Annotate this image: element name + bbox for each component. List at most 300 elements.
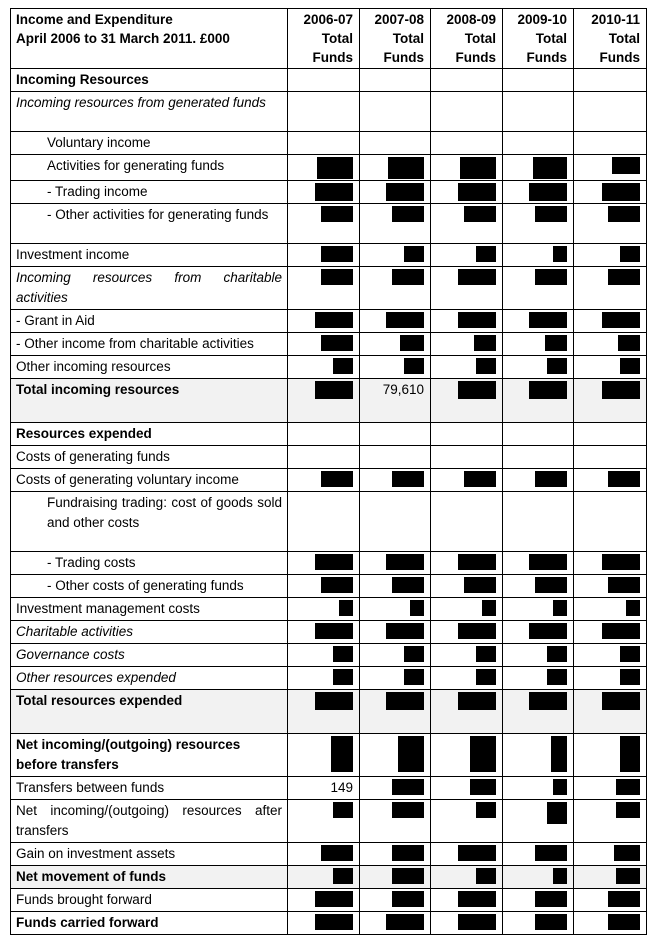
value-cell: [574, 132, 647, 155]
value-cell: [360, 690, 431, 734]
table-row: [11, 446, 647, 469]
table-row: [11, 690, 647, 734]
value-cell: [574, 690, 647, 734]
value-cell: [360, 379, 431, 423]
redaction-block: [614, 845, 640, 861]
row-label: Incoming Resources: [11, 69, 288, 92]
redaction-block: [626, 600, 640, 616]
redaction-block: [400, 335, 424, 351]
table-row: [11, 843, 647, 866]
value-cell: [503, 446, 574, 469]
table-header-row: [11, 9, 647, 69]
value-cell: [503, 690, 574, 734]
value-cell: [503, 181, 574, 204]
table-row: [11, 155, 647, 181]
table-row: [11, 552, 647, 575]
value-cell: [431, 777, 503, 800]
redaction-block: [533, 157, 567, 179]
table-row: [11, 379, 647, 423]
value-cell: [431, 333, 503, 356]
value-cell: [431, 155, 503, 181]
value-cell: [360, 155, 431, 181]
value-cell: [503, 777, 574, 800]
table-title: [11, 9, 288, 69]
value-cell: [360, 734, 431, 777]
redaction-block: [404, 246, 424, 262]
value-cell: [360, 866, 431, 889]
value-cell: [360, 492, 431, 552]
redaction-block: [476, 868, 496, 884]
value-cell: [574, 598, 647, 621]
redaction-block: [476, 669, 496, 685]
value-cell: [574, 644, 647, 667]
value-cell: [288, 92, 360, 132]
table-row: [11, 181, 647, 204]
redaction-block: [547, 358, 567, 374]
redaction-block: [545, 335, 567, 351]
value-cell: [288, 598, 360, 621]
redaction-block: [392, 868, 424, 884]
redaction-block: [333, 868, 353, 884]
row-label: Funds brought forward: [11, 889, 288, 912]
redaction-block: [529, 381, 567, 399]
table-row: [11, 866, 647, 889]
value-cell: [574, 204, 647, 244]
row-label: Net incoming/(outgoing) resources before transfers: [11, 734, 288, 777]
table-row: [11, 621, 647, 644]
row-label: - Trading income: [11, 181, 288, 204]
value-cell: [431, 423, 503, 446]
redaction-block: [602, 692, 640, 710]
redaction-block: [608, 206, 640, 222]
redaction-block: [529, 312, 567, 328]
value-cell: [431, 866, 503, 889]
value-cell: [288, 492, 360, 552]
row-label: Incoming resources from generated funds: [11, 92, 288, 132]
value-cell: [360, 356, 431, 379]
redaction-block: [476, 246, 496, 262]
redaction-block: [608, 891, 640, 907]
redaction-block: [392, 802, 424, 818]
redaction-block: [392, 206, 424, 222]
value-cell: [503, 356, 574, 379]
value-cell: [574, 777, 647, 800]
table-row: [11, 734, 647, 777]
table-row: [11, 469, 647, 492]
value-cell: [503, 621, 574, 644]
value-cell: [288, 621, 360, 644]
value-cell: [431, 181, 503, 204]
redaction-block: [315, 183, 353, 201]
redaction-block: [386, 623, 424, 639]
value-cell: [288, 181, 360, 204]
redaction-block: [404, 646, 424, 662]
value-cell: [574, 244, 647, 267]
redaction-block: [458, 312, 496, 328]
value-cell: [360, 92, 431, 132]
redaction-block: [404, 669, 424, 685]
redaction-block: [321, 246, 353, 262]
row-label: Gain on investment assets: [11, 843, 288, 866]
table-row: [11, 800, 647, 843]
value-cell: [574, 446, 647, 469]
redaction-block: [315, 692, 353, 710]
value-cell: [431, 69, 503, 92]
value-cell: [574, 843, 647, 866]
value-cell: [431, 912, 503, 935]
value-cell: [503, 92, 574, 132]
value-cell: [431, 469, 503, 492]
redaction-block: [616, 802, 640, 818]
value-cell: [360, 644, 431, 667]
row-label: Costs of generating funds: [11, 446, 288, 469]
value-cell: [288, 575, 360, 598]
row-label: - Grant in Aid: [11, 310, 288, 333]
redaction-block: [458, 914, 496, 930]
table-title-line1: Income and Expenditure: [16, 12, 173, 27]
value-cell: [360, 598, 431, 621]
value-cell: [574, 667, 647, 690]
value-cell: [431, 204, 503, 244]
value-cell: [574, 912, 647, 935]
redaction-block: [620, 646, 640, 662]
value-cell: [288, 690, 360, 734]
redaction-block: [618, 335, 640, 351]
value-cell: [360, 575, 431, 598]
value-cell: [431, 843, 503, 866]
value-cell: [574, 155, 647, 181]
value-cell: [431, 92, 503, 132]
value-cell: [503, 734, 574, 777]
row-label: - Other income from charitable activities: [11, 333, 288, 356]
redaction-block: [458, 269, 496, 285]
table-row: [11, 333, 647, 356]
value-cell: [574, 333, 647, 356]
row-label: Fundraising trading: cost of goods sold and other costs: [11, 492, 288, 552]
value-cell: [574, 310, 647, 333]
value-cell: [288, 69, 360, 92]
row-label: Resources expended: [11, 423, 288, 446]
redaction-block: [315, 914, 353, 930]
redaction-block: [404, 358, 424, 374]
redaction-block: [553, 246, 567, 262]
row-label: - Other activities for generating funds: [11, 204, 288, 244]
value-cell: [360, 552, 431, 575]
column-header: 2008-09 Total Funds: [431, 9, 503, 69]
redaction-block: [470, 736, 496, 772]
value-cell: [288, 777, 360, 800]
redaction-block: [616, 779, 640, 795]
value-cell: [360, 423, 431, 446]
redaction-block: [547, 802, 567, 824]
redaction-block: [317, 157, 353, 179]
redaction-block: [464, 206, 496, 222]
value-cell: [360, 621, 431, 644]
value-cell: [431, 734, 503, 777]
value-cell: [503, 492, 574, 552]
value-cell: [288, 333, 360, 356]
redaction-block: [321, 845, 353, 861]
redaction-block: [529, 623, 567, 639]
redaction-block: [602, 554, 640, 570]
column-header: 2007-08 Total Funds: [360, 9, 431, 69]
table-row: [11, 69, 647, 92]
redaction-block: [535, 577, 567, 593]
value-cell: [431, 492, 503, 552]
value-cell: [503, 800, 574, 843]
value-cell: [503, 912, 574, 935]
value-cell: [360, 446, 431, 469]
row-label: Investment management costs: [11, 598, 288, 621]
table-row: [11, 912, 647, 935]
value-cell: [288, 356, 360, 379]
redaction-block: [392, 845, 424, 861]
redaction-block: [321, 335, 353, 351]
redaction-block: [620, 669, 640, 685]
value-cell: [503, 310, 574, 333]
value-cell: [288, 155, 360, 181]
redaction-block: [333, 646, 353, 662]
value-cell: [288, 267, 360, 310]
redaction-block: [535, 471, 567, 487]
value-cell: [431, 379, 503, 423]
redaction-block: [535, 845, 567, 861]
value-cell: [288, 667, 360, 690]
value-cell: [288, 552, 360, 575]
value-cell: [503, 267, 574, 310]
row-label: Other resources expended: [11, 667, 288, 690]
value-cell: [574, 552, 647, 575]
redaction-block: [315, 312, 353, 328]
table-row: [11, 132, 647, 155]
row-label: Total incoming resources: [11, 379, 288, 423]
value-cell: [574, 267, 647, 310]
value-cell: [503, 644, 574, 667]
redaction-block: [602, 381, 640, 399]
value-cell: [288, 244, 360, 267]
row-label: Charitable activities: [11, 621, 288, 644]
value-cell: [360, 777, 431, 800]
income-expenditure-table: [10, 8, 647, 935]
redaction-block: [392, 577, 424, 593]
value-cell: [503, 667, 574, 690]
value-cell: [574, 469, 647, 492]
row-label: - Trading costs: [11, 552, 288, 575]
value-cell: [574, 423, 647, 446]
table-row: [11, 598, 647, 621]
value-cell: [503, 575, 574, 598]
value-cell: [431, 621, 503, 644]
column-header: 2006-07 Total Funds: [288, 9, 360, 69]
redaction-block: [460, 157, 496, 179]
redaction-block: [315, 554, 353, 570]
row-label: Net movement of funds: [11, 866, 288, 889]
redaction-block: [529, 183, 567, 201]
redaction-block: [458, 183, 496, 201]
row-label: Other incoming resources: [11, 356, 288, 379]
value-cell: [574, 800, 647, 843]
value-cell: [503, 843, 574, 866]
value-cell: [503, 155, 574, 181]
value-cell: [503, 132, 574, 155]
redaction-block: [386, 554, 424, 570]
value-cell: [288, 912, 360, 935]
row-label: Funds carried forward: [11, 912, 288, 935]
value-cell: [431, 552, 503, 575]
redaction-block: [535, 206, 567, 222]
redaction-block: [608, 914, 640, 930]
value-cell: [360, 469, 431, 492]
table-row: [11, 310, 647, 333]
value-cell: [431, 356, 503, 379]
table-row: [11, 492, 647, 552]
row-label: Investment income: [11, 244, 288, 267]
value-cell: [288, 310, 360, 333]
value-cell: [360, 310, 431, 333]
value-cell: [288, 423, 360, 446]
redaction-block: [620, 736, 640, 772]
value-cell: [431, 800, 503, 843]
redaction-block: [547, 646, 567, 662]
value-cell: [360, 267, 431, 310]
redaction-block: [551, 736, 567, 772]
redaction-block: [620, 246, 640, 262]
value-cell: [503, 423, 574, 446]
redaction-block: [458, 554, 496, 570]
value-cell: [503, 469, 574, 492]
value-cell: [288, 446, 360, 469]
redaction-block: [535, 891, 567, 907]
value-cell: [503, 866, 574, 889]
redaction-block: [321, 577, 353, 593]
redaction-block: [470, 779, 496, 795]
table-row: [11, 92, 647, 132]
value-cell: [360, 333, 431, 356]
value-cell: [288, 734, 360, 777]
row-label: Transfers between funds: [11, 777, 288, 800]
row-label: Costs of generating voluntary income: [11, 469, 288, 492]
value-cell: [574, 734, 647, 777]
value-cell: [360, 132, 431, 155]
redaction-block: [392, 471, 424, 487]
value-cell: [288, 379, 360, 423]
redaction-block: [612, 157, 640, 174]
table-title-line2: April 2006 to 31 March 2011. £000: [16, 31, 230, 46]
value-cell: [360, 667, 431, 690]
value-cell: [503, 244, 574, 267]
value-cell: [360, 204, 431, 244]
row-label: Voluntary income: [11, 132, 288, 155]
redaction-block: [476, 646, 496, 662]
table-row: [11, 575, 647, 598]
column-header: 2009-10 Total Funds: [503, 9, 574, 69]
redaction-block: [321, 471, 353, 487]
row-label: - Other costs of generating funds: [11, 575, 288, 598]
value-cell: [503, 379, 574, 423]
value-cell: [431, 267, 503, 310]
value-cell: [574, 181, 647, 204]
redaction-block: [458, 845, 496, 861]
redaction-block: [331, 736, 353, 772]
table-row: [11, 777, 647, 800]
value-cell: [574, 866, 647, 889]
redaction-block: [386, 312, 424, 328]
value-cell: [431, 446, 503, 469]
redaction-block: [458, 692, 496, 710]
table-row: [11, 267, 647, 310]
value-cell: [574, 575, 647, 598]
value-cell: [431, 310, 503, 333]
redaction-block: [529, 692, 567, 710]
row-label: Incoming resources from charitable activities: [11, 267, 288, 310]
redaction-block: [333, 802, 353, 818]
table-row: [11, 244, 647, 267]
redaction-block: [392, 779, 424, 795]
table-row: [11, 423, 647, 446]
value-cell: [431, 575, 503, 598]
value-cell: [574, 356, 647, 379]
value-cell: [503, 204, 574, 244]
value-cell: [431, 598, 503, 621]
redaction-block: [529, 554, 567, 570]
redaction-block: [321, 269, 353, 285]
table-row: [11, 204, 647, 244]
column-header: 2010-11 Total Funds: [574, 9, 647, 69]
value-cell: [288, 132, 360, 155]
value-cell: [574, 621, 647, 644]
value-cell: [360, 843, 431, 866]
redaction-block: [535, 914, 567, 930]
value-cell: [360, 69, 431, 92]
value-cell: [431, 690, 503, 734]
row-label: Activities for generating funds: [11, 155, 288, 181]
redaction-block: [602, 623, 640, 639]
value-cell: [431, 132, 503, 155]
value-cell: [288, 204, 360, 244]
redaction-block: [602, 312, 640, 328]
redaction-block: [620, 358, 640, 374]
redaction-block: [474, 335, 496, 351]
value-cell: [574, 379, 647, 423]
table-row: [11, 667, 647, 690]
redaction-block: [616, 868, 640, 884]
redaction-block: [482, 600, 496, 616]
redaction-block: [392, 891, 424, 907]
redaction-block: [608, 577, 640, 593]
redaction-block: [410, 600, 424, 616]
value-cell: [574, 492, 647, 552]
table-row: [11, 644, 647, 667]
redaction-block: [464, 577, 496, 593]
redaction-block: [386, 914, 424, 930]
value-cell: [503, 552, 574, 575]
redaction-block: [602, 183, 640, 201]
value-cell: [503, 598, 574, 621]
row-label: Net incoming/(outgoing) resources after transfers: [11, 800, 288, 843]
redaction-block: [553, 600, 567, 616]
redaction-block: [321, 206, 353, 222]
redaction-block: [333, 358, 353, 374]
redaction-block: [476, 358, 496, 374]
redaction-block: [458, 623, 496, 639]
value-cell: [574, 92, 647, 132]
value-cell: [288, 469, 360, 492]
redaction-block: [608, 269, 640, 285]
value-cell: [431, 244, 503, 267]
value-cell: [360, 244, 431, 267]
redaction-block: [464, 471, 496, 487]
value-cell: [288, 843, 360, 866]
